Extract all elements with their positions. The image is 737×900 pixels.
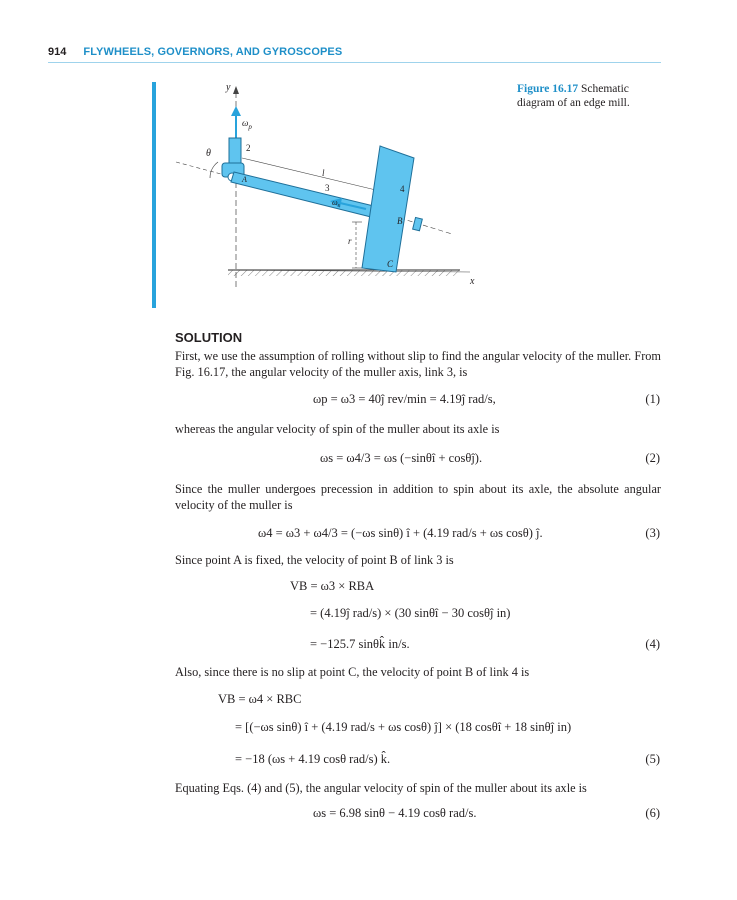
equation-5a: VB = ω4 × RBC — [218, 692, 302, 706]
equation-5b: = [(−ωs sinθ) î + (4.19 rad/s + ωs cosθ) ĵ] × (18 cosθî + 18 sinθĵ in) — [235, 720, 572, 734]
link-2-label: 2 — [246, 143, 251, 153]
y-axis-arrow — [233, 86, 239, 94]
equation-6-number: (6) — [645, 806, 660, 820]
figure-accent-bar — [152, 82, 156, 308]
equation-5-number: (5) — [645, 752, 660, 766]
equation-1: ωp = ω3 = 40ĵ rev/min = 4.19ĵ rad/s, — [313, 392, 496, 406]
wheel-hub — [413, 217, 423, 230]
equation-2: ωs = ω4/3 = ωs (−sinθî + cosθĵ). — [320, 451, 483, 465]
y-axis-label: y — [226, 82, 231, 93]
paragraph-5: Also, since there is no slip at point C, the velocity of point B of link 4 is — [175, 665, 530, 679]
equation-3-number: (3) — [645, 526, 660, 540]
equation-6: ωs = 6.98 sinθ − 4.19 cosθ rad/s. — [313, 806, 477, 820]
omega-p-arrow — [231, 106, 241, 116]
running-header — [48, 46, 342, 58]
omega-s-label: $\omega_s$ — [332, 198, 340, 209]
paragraph-1: First, we use the assumption of rolling without slip to find the angular velocity of the muller. From Fig. 16.17, the angular velocity of the muller axis, link 3, is — [175, 349, 661, 379]
equation-4c: = −125.7 sinθk̂ in/s. — [310, 637, 410, 651]
theta-label: θ — [206, 148, 211, 159]
equation-4b: = (4.19ĵ rad/s) × (30 sinθî − 30 cosθĵ in) — [310, 606, 511, 620]
equation-4a: VB = ω3 × RBA — [290, 579, 375, 593]
axle-centerline — [400, 218, 452, 234]
paragraph-2: whereas the angular velocity of spin of the muller about its axle is — [175, 422, 500, 436]
link-3-axle — [231, 172, 382, 219]
equation-2-number: (2) — [645, 451, 660, 465]
equation-3: ω4 = ω3 + ω4/3 = (−ωs sinθ) î + (4.19 rad/s + ωs cosθ) ĵ. — [258, 526, 543, 540]
point-b-label: B — [397, 216, 403, 226]
link-3-label: 3 — [325, 183, 330, 193]
link-4-label: 4 — [400, 184, 405, 194]
solution-heading: SOLUTION — [175, 330, 243, 345]
figure-caption-label: Figure 16.17 — [517, 83, 579, 95]
length-l-label: l — [322, 168, 325, 178]
page-number: 914 — [48, 46, 67, 58]
paragraph-3: Since the muller undergoes precession in addition to spin about its axle, the absolute angular velocity of the muller is — [175, 482, 661, 512]
paragraph-4: Since point A is fixed, the velocity of point B of link 3 is — [175, 553, 454, 567]
header-rule — [48, 62, 661, 63]
equation-5c: = −18 (ωs + 4.19 cosθ rad/s) k̂. — [235, 752, 391, 766]
x-axis-label: x — [470, 276, 475, 287]
omega-p-label: $\omega_p$ — [242, 118, 252, 131]
edge-mill-diagram — [170, 78, 500, 288]
point-a-label: A — [242, 175, 247, 184]
figure-caption — [517, 82, 667, 110]
theta-arc — [210, 162, 218, 178]
point-c-label: C — [387, 259, 394, 269]
equation-1-number: (1) — [645, 392, 660, 406]
figure-caption-text: Schematic diagram of an edge mill. — [517, 83, 630, 109]
equation-4-number: (4) — [645, 637, 660, 651]
chapter-title: FLYWHEELS, GOVERNORS, AND GYROSCOPES — [83, 46, 343, 58]
paragraph-6: Equating Eqs. (4) and (5), the angular velocity of spin of the muller about its axle is — [175, 781, 587, 795]
radius-r-label: r — [348, 236, 352, 246]
